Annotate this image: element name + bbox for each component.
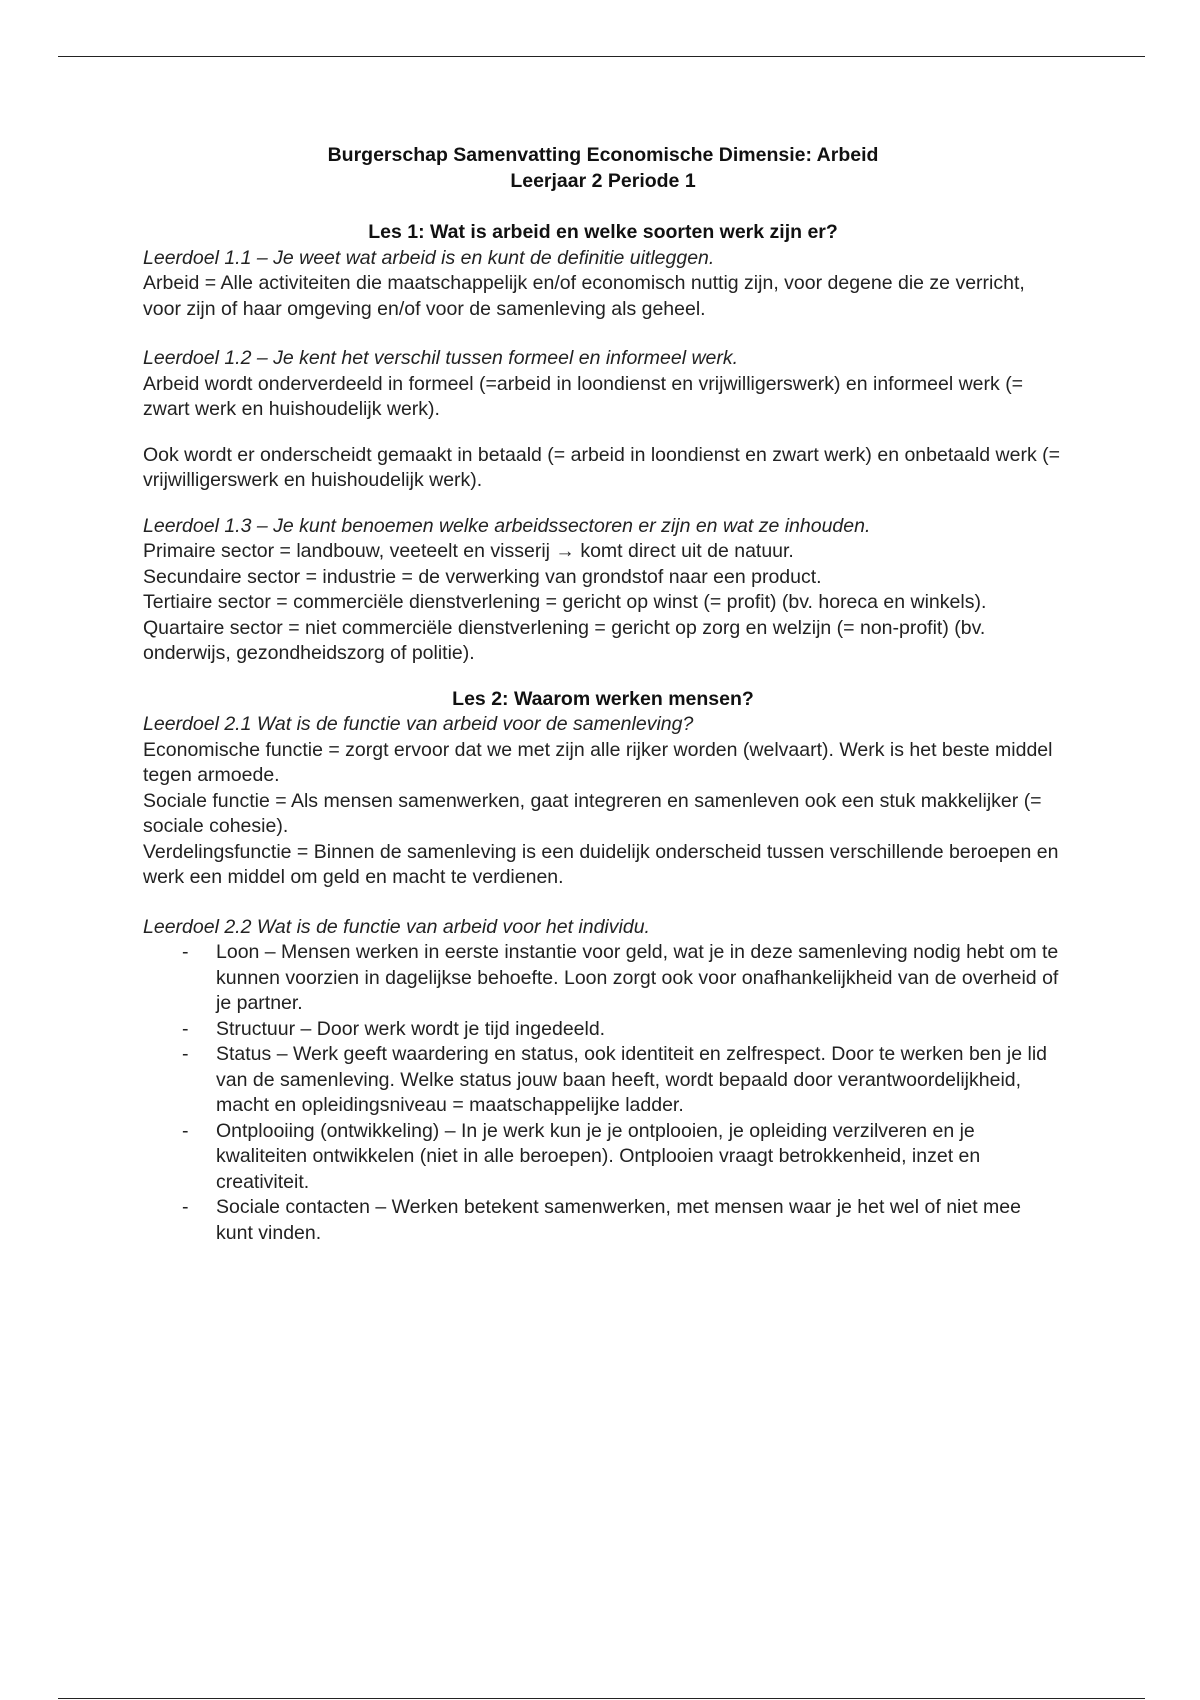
sector-secundaire: Secundaire sector = industrie = de verwerking van grondstof naar een product. — [143, 565, 822, 588]
list-item — [143, 1042, 1063, 1119]
lesson-1-heading: Les 1: Wat is arbeid en welke soorten werk zijn er? — [368, 221, 838, 243]
list-item-text: Ontplooiing (ontwikkeling) – In je werk kun je je ontplooien, je opleiding verzilveren en je kwaliteiten ontwikkelen (niet in alle beroepen). Ontplooien vraagt betrokkenheid, inzet en creativiteit. — [216, 1119, 981, 1193]
list-item — [143, 940, 1063, 1017]
bullet-marker: - — [182, 1119, 189, 1142]
sector-quartaire: Quartaire sector = niet commerciële dienstverlening = gericht op zorg en welzijn (= non-profit) (bv. onderwijs, gezondheidszorg of politie). — [143, 616, 986, 664]
bottom-rule — [58, 1698, 1145, 1699]
bullet-marker: - — [182, 1043, 189, 1065]
list-item-text: Status – Werk geeft waardering en status, ook identiteit en zelfrespect. Door te werken ben je lid van de samenleving. Welke status jouw baan heeft, wordt bepaald door verantwoordelijkheid, macht en opleidingsniveau = maatschappelijke ladder. — [216, 1043, 1048, 1116]
learning-goal-1-3: Leerdoel 1.3 – Je kunt benoemen welke arbeidssectoren er zijn en wat ze inhouden. — [143, 514, 871, 537]
sector-primaire: Primaire sector = landbouw, veeteelt en visserij → komt direct uit de natuur. — [143, 540, 794, 562]
functie-sociaal: Sociale functie = Als mensen samenwerken, gaat integreren en samenleven ook een stuk makkelijker (= sociale cohesie). — [143, 789, 1042, 837]
list-item-text: Structuur – Door werk wordt je tijd ingedeeld. — [216, 1017, 606, 1040]
list-item — [143, 1195, 1063, 1246]
learning-goal-2-1: Leerdoel 2.1 Wat is de functie van arbeid voor de samenleving? — [143, 713, 694, 735]
learning-goal-2-2: Leerdoel 2.2 Wat is de functie van arbeid voor het individu. — [143, 915, 650, 938]
betaald-onbetaald-text: Ook wordt er onderscheidt gemaakt in betaald (= arbeid in loondienst en zwart werk) en onbetaald werk (= vrijwilligerswerk en huishoudelijk werk). — [143, 443, 1061, 491]
document-title: Burgerschap Samenvatting Economische Dimensie: Arbeid — [327, 144, 879, 166]
list-item-text: Sociale contacten – Werken betekent samenwerken, met mensen waar je het wel of niet mee kunt vinden. — [216, 1196, 1021, 1244]
document-body — [143, 143, 1063, 1246]
document-subtitle: Leerjaar 2 Periode 1 — [510, 169, 696, 192]
functie-verdeling: Verdelingsfunctie = Binnen de samenleving is een duidelijk onderscheid tussen verschillende beroepen en werk een middel om geld en macht te verdienen. — [143, 840, 1059, 888]
list-item — [143, 1017, 1063, 1043]
formeel-informeel-text: Arbeid wordt onderverdeeld in formeel (=arbeid in loondienst en vrijwilligerswerk) en informeel werk (= zwart werk en huishoudelijk werk). — [143, 372, 1024, 420]
learning-goal-1-1: Leerdoel 1.1 – Je weet wat arbeid is en kunt de definitie uitleggen. — [143, 246, 715, 269]
individual-functions-list — [143, 940, 1063, 1246]
bullet-marker: - — [182, 1196, 189, 1218]
lesson-2-heading: Les 2: Waarom werken mensen? — [452, 687, 754, 710]
definition-arbeid: Arbeid = Alle activiteiten die maatschappelijk en/of economisch nuttig zijn, voor degene die ze verricht, voor zijn of haar omgeving en/of voor de samenleving als geheel. — [143, 272, 1025, 320]
learning-goal-1-2: Leerdoel 1.2 – Je kent het verschil tussen formeel en informeel werk. — [143, 347, 739, 369]
bullet-marker: - — [182, 941, 189, 963]
top-rule — [58, 56, 1145, 57]
functie-economisch: Economische functie = zorgt ervoor dat we met zijn alle rijker worden (welvaart). Werk is het beste middel tegen armoede. — [143, 738, 1053, 786]
list-item — [143, 1119, 1063, 1196]
bullet-marker: - — [182, 1017, 189, 1040]
list-item-text: Loon – Mensen werken in eerste instantie voor geld, wat je in deze samenleving nodig hebt om te kunnen voorzien in dagelijkse behoefte. Loon zorgt ook voor onafhankelijkheid van de overheid of je partner. — [216, 941, 1059, 1014]
sector-tertiaire: Tertiaire sector = commerciële dienstverlening = gericht op winst (= profit) (bv. horeca en winkels). — [143, 591, 987, 613]
